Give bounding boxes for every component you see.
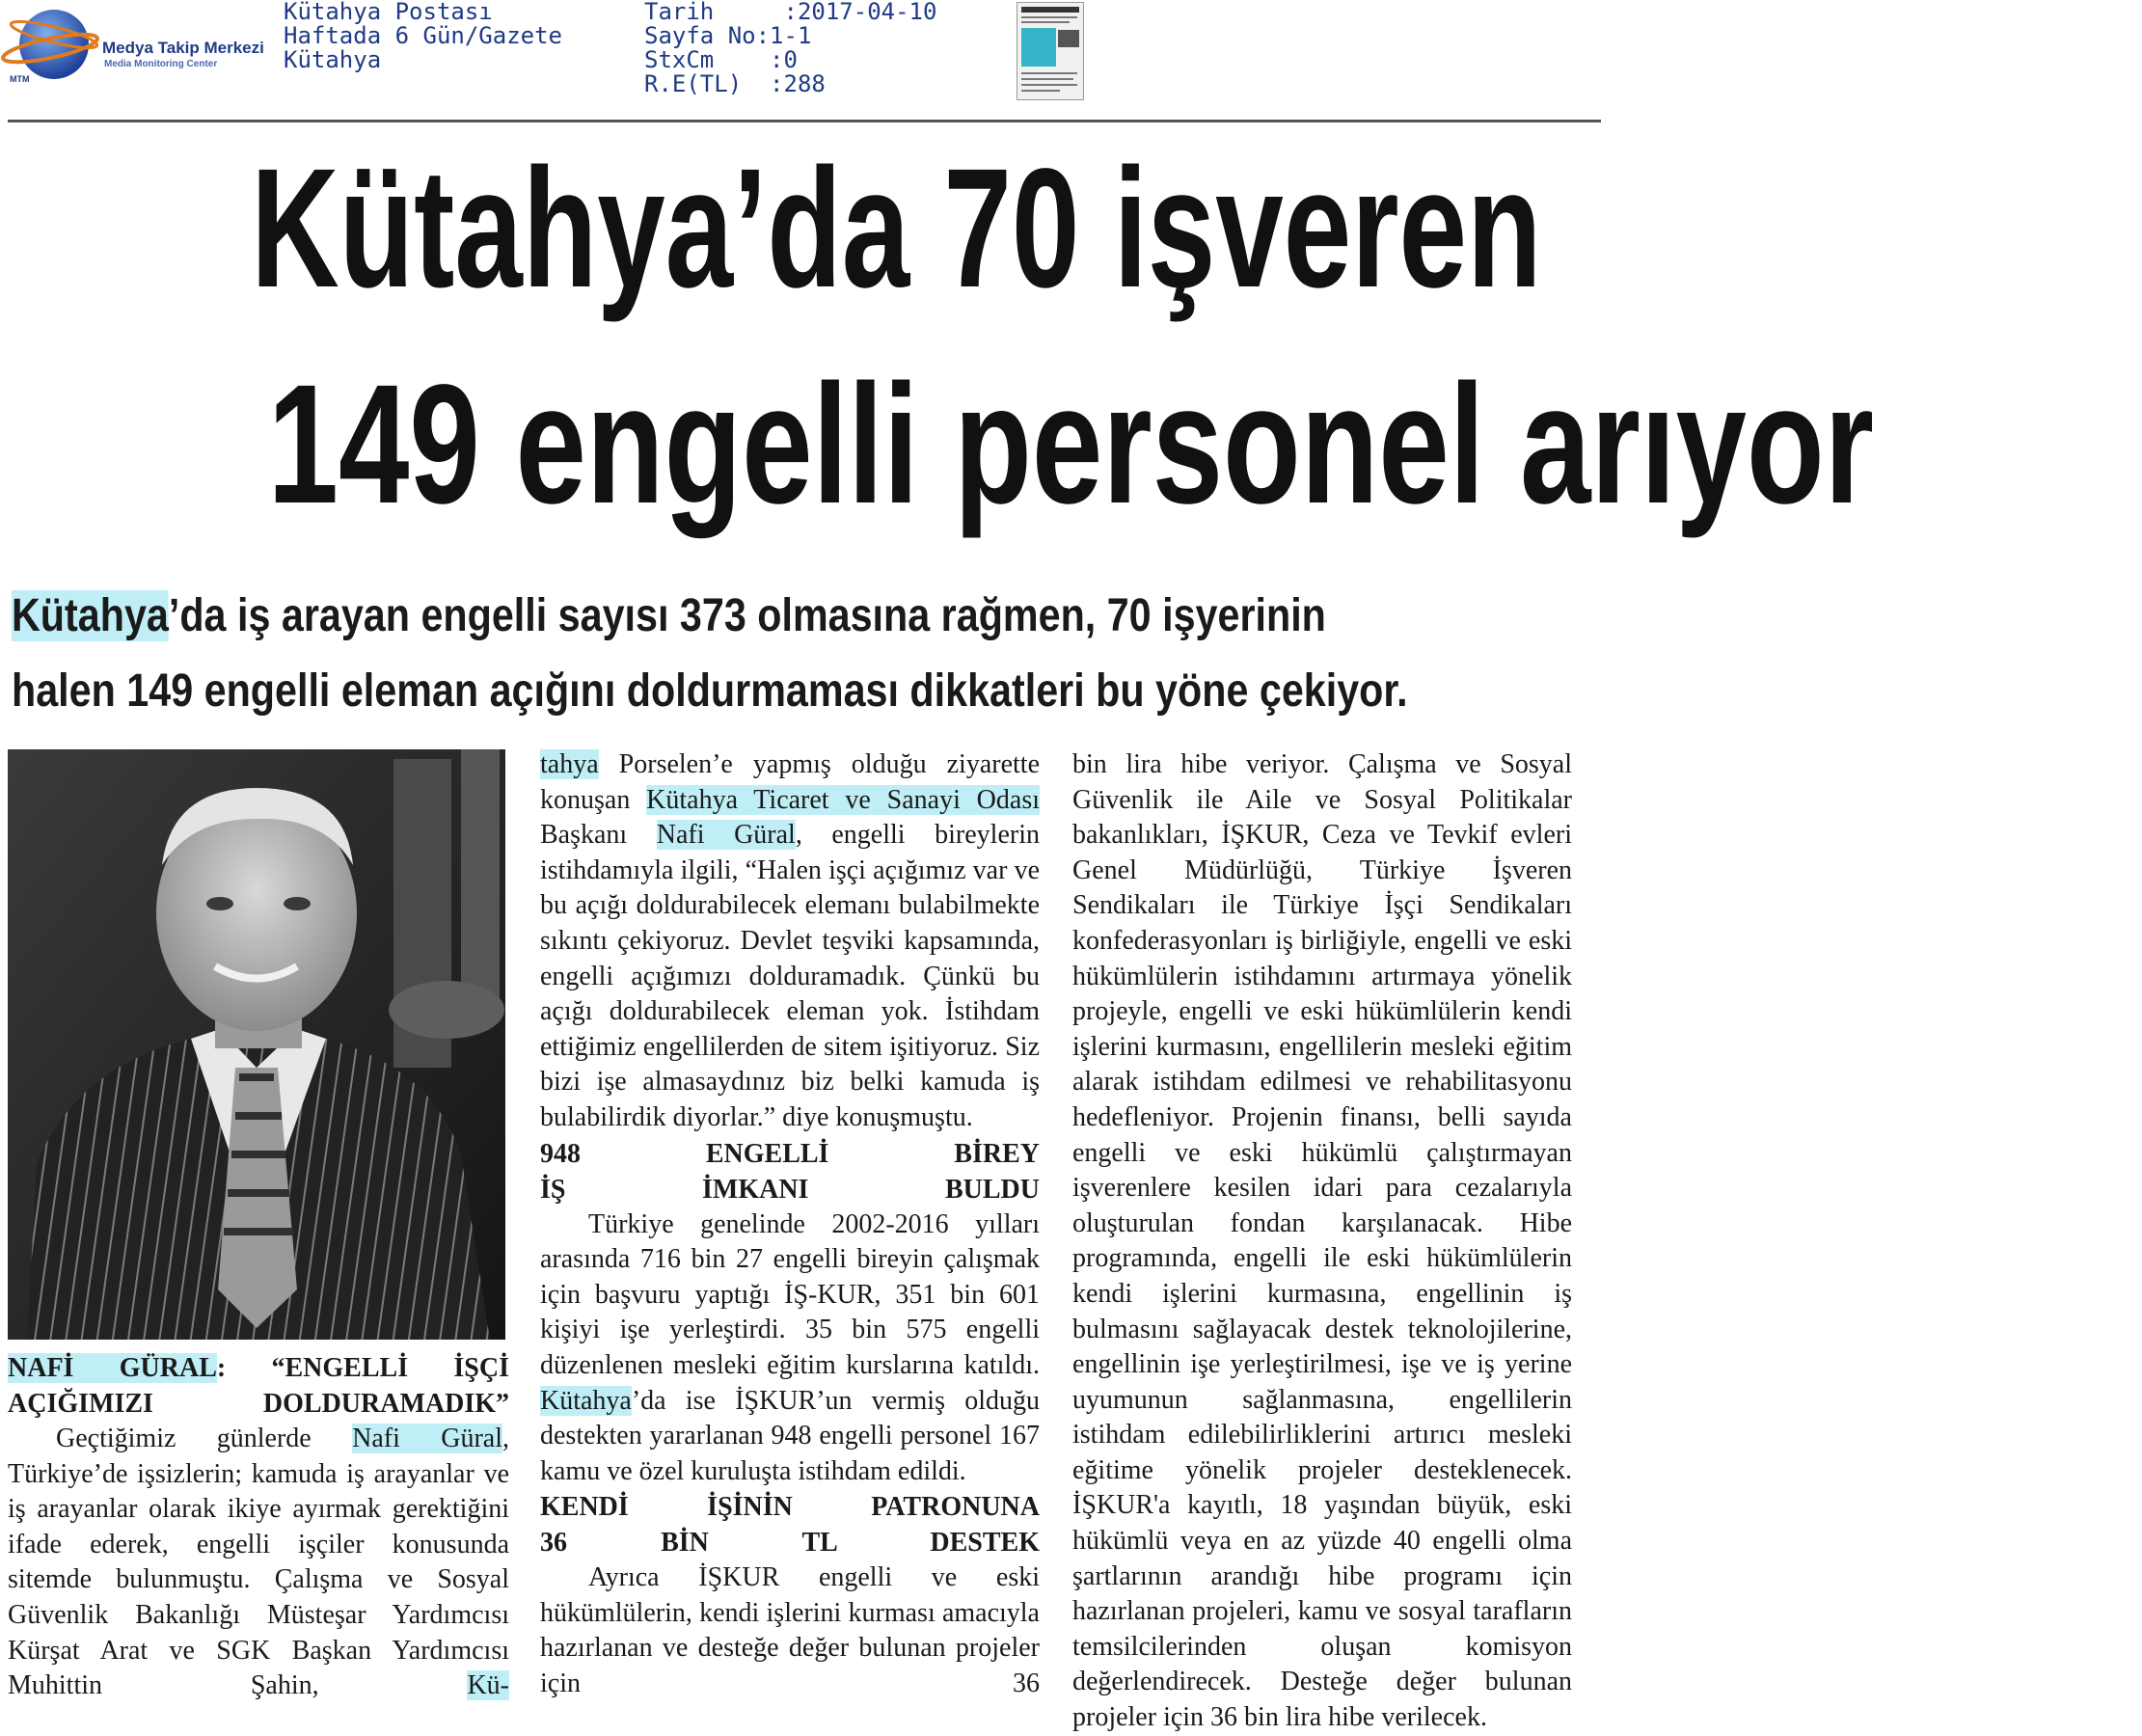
col2-text-d: Türkiye genelinde 2002-2016 yılları arasında 716 bin 27 engelli bireyin çalışmak için başvuru yaptığı İŞ-KUR, 351 bin 601 kişiyi işe yerleştirdi. 35 bin 575 engelli düzenlenen mesleki eğitim kurslarına katıldı. [540,1208,1040,1380]
meta-re: R.E(TL) :288 [644,70,826,97]
column-3-paragraph: bin lira hibe veriyor. Çalışma ve Sosyal Güvenlik ile Aile ve Sosyal Politikalar bakanlıkları, İŞKUR, Ceza ve Tevkif evleri Genel Müdürlüğü, Türkiye İşveren Sendikaları ile Türkiye İşçi Sendikaları konfederasyonları iş birliğiyle, engelli ve eski hükümlülerin istihdamını artırmaya yönelik projeyle, engelli ve eski hükümlülerin kendi işlerini kurmasını, engellilerin mesleki eğitim alarak istihdam edilmesi ve rehabilitasyonu hedefleniyor. Projenin finansı, belli sayıda engelli ve eski hükümlü çalıştırmayan işverenlere kesilen idari para cezalarıyla oluşturulan fondan karşılanacak. Hibe programında, engelli ile eski hükümlülerin kendi işlerini kurmasına, engellinin iş bulmasını sağlayacak destek teknolojilerine, engellinin işe yerleştirilmesi, işe ve iş yerine uyumunun sağlanmasına, engellilerin istihdam edilebilirliklerini artırıcı mesleki eğitime yönelik projeler desteklenecek. İŞKUR'a kayıtlı, 18 yaşından büyük, eski hükümlü veya en az yüzde 40 engelli olma şartlarının arandığı hibe programı için hazırlanan projeleri, kamu ve sosyal tarafların temsilcilerinden oluşan komisyon değerlendirecek. Desteğe değer bulunan projeler için 36 bin lira hibe verilecek. [1072,749,1572,1733]
meta-stxcm: StxCm :0 [644,46,798,73]
thumbnail-highlight-block [1021,28,1056,67]
subheading-2-line-1: KENDİ İŞİNİN PATRONUNA [540,1492,1040,1523]
logo-brand-subtext: Media Monitoring Center [104,59,218,69]
col1-highlight-name: Nafi Güral [352,1424,502,1453]
column-2-paragraph-2 [540,1207,1040,1490]
thumbnail-masthead [1021,7,1079,13]
article-column-2 [540,747,1040,1702]
subheading-1-line-1: 948 ENGELLİ BİREY [540,1138,1040,1169]
thumbnail-line [1021,78,1073,80]
photo-caption-line-2: AÇIĞIMIZI DOLDURAMADIK” [8,1389,509,1419]
logo-brand-text: Medya Takip Merkezi [102,39,264,57]
col2-highlight-name: Nafi Güral [656,820,796,851]
publication-city: Kütahya [284,46,382,73]
col1-highlight-ku: Kü- [467,1670,509,1701]
thumbnail-line [1021,72,1077,74]
logo-short-text: MTM [10,74,30,84]
headline-line-2-text: 149 engelli personel arıyor [267,350,1874,539]
publication-frequency: Haftada 6 Gün/Gazete [284,22,562,49]
column-2-paragraph-3: Ayrıca İŞKUR engelli ve eski hükümlülerin, kendi işlerini kurması amacıyla hazırlanan ve desteğe değer bulunan projeler için 36 [540,1562,1040,1699]
lead-line-2-text: halen 149 engelli eleman açığını doldurmaması dikkatleri bu yöne çekiyor. [12,665,1408,717]
lead-highlight: Kütahya [12,590,169,641]
col2-text-a: Porselen’e yapmış olduğu ziyarette konuşan [540,749,1040,815]
caption-text: : “ENGELLİ İŞÇİ [216,1353,509,1383]
meta-date: Tarih :2017-04-10 [644,0,937,25]
headline-line-1-text: Kütahya’da 70 işveren [251,134,1542,323]
column-2-paragraph-1 [540,747,1040,1136]
headline-line-1 [0,118,1603,339]
subheading-1-line-2: İŞ İMKANI BULDU [540,1174,1040,1205]
col2-highlight-chamber: Kütahya Ticaret ve Sanayi Odası [646,784,1040,815]
column-1-paragraph [8,1422,509,1704]
subheading-2-line-2: 36 BİN TL DESTEK [540,1528,1040,1559]
col2-text-c: , engelli bireylerin istihdamıyla ilgili, “Halen işçi açığımız var ve bu açığı doldurabilecek elemanı bulabilmekte sıkıntı çekiyoruz. Devlet teşviki kapsamında, engelli açığımızı dolduramadık. Çünkü bu açığı doldurabilecek eleman yok. İstihdam ettiğimiz engellilerden de sitem işitiyoruz. Siz bizi işe almasaydınız biz belki kamuda iş bulabilirdik diyorlar.” diye konuşmuştu. [540,820,1040,1132]
col1-text-b: , Türkiye’de işsizlerin; kamuda iş arayanlar ve iş arayanlar olarak ikiye ayırmak gerektiğini ifade ederek, engelli işçiler konusunda sitemde bulunmuştu. Çalışma ve Sosyal Güvenlik Bakanlığı Müsteşar Yardımcısı Kürşat Arat ve SGK Başkan Yardımcısı Muhittin Şahin, [8,1424,509,1701]
thumbnail-line [1021,16,1077,18]
meta-page: Sayfa No:1-1 [644,22,812,49]
thumbnail-line [1021,90,1060,92]
col2-text-b: Başkanı [540,820,657,851]
lead-line-2 [12,656,1599,727]
publication-name: Kütahya Postası [284,0,493,25]
col2-text-e: ’da ise İŞKUR’un vermiş olduğu destekten yararlanan 948 engelli personel 167 kamu ve özel kuruluşta istihdam edildi. [540,1385,1040,1486]
mtm-logo [4,6,284,85]
page-thumbnail[interactable] [1017,2,1084,100]
headline-line-2 [0,334,1874,556]
article-column-3 [1072,747,1572,1736]
thumbnail-photo [1058,30,1079,47]
lead-line-1 [12,581,1599,652]
col1-text-a: Geçtiğimiz günlerde [56,1424,353,1453]
photo-caption [8,1350,509,1386]
publication-info [284,0,562,72]
portrait-image [8,749,505,1340]
thumbnail-line [1021,84,1077,86]
globe-logo-icon [4,6,110,85]
thumbnail-line [1021,21,1070,23]
caption-highlight-name: NAFİ GÜRAL [8,1353,217,1383]
clip-metadata [644,0,936,96]
col2-highlight-city: Kütahya [540,1385,632,1416]
lead-line-1-text: ’da iş arayan engelli sayısı 373 olmasına rağmen, 70 işyerinin [168,590,1326,641]
portrait-photo [8,749,505,1340]
col2-highlight-tahya: tahya [540,749,599,779]
article-column-1 [8,1350,509,1704]
